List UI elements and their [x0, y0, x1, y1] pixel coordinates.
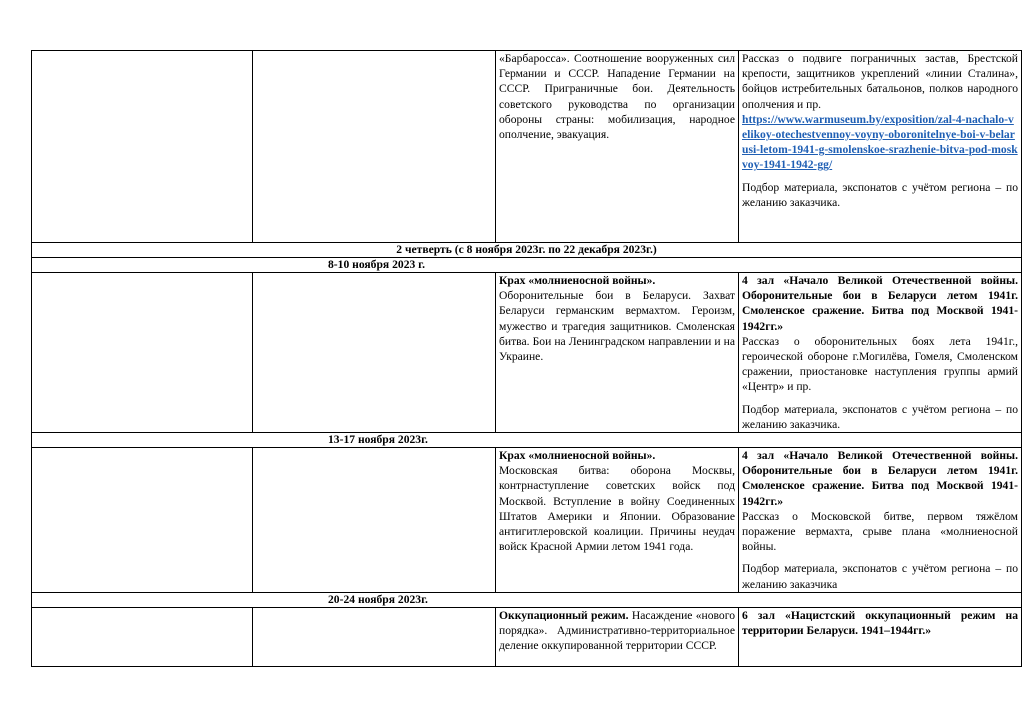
- museum-cell: [739, 607, 1022, 666]
- museum-cell: [739, 51, 1022, 243]
- museum-cell: [739, 273, 1022, 433]
- empty-cell: [253, 607, 496, 666]
- museum-story: Рассказ о подвиге пограничных застав, Брестской крепости, защитников укреплений «линии Сталина», бойцов истребительных батальонов, полков народного ополчения и пр.: [742, 52, 1018, 111]
- topic-cell: [496, 273, 739, 433]
- date-header: 13-17 ноября 2023г.: [32, 433, 1022, 448]
- date-row: [32, 592, 1022, 607]
- empty-cell: [253, 51, 496, 243]
- topic-title: Оккупационный режим.: [499, 608, 629, 622]
- hall-title: 4 зал «Начало Великой Отечественной войны. Оборонительные бои в Беларуси летом 1941г. Смоленское сражение. Битва под Москвой 1941-1942гг.»: [742, 274, 1018, 333]
- topic-text: Оборонительные бои в Беларуси. Захват Беларуси германским вермахтом. Героизм, мужество и трагедия защитников. Смоленская битва. Бои на Ленинградском направлении и на Украине.: [499, 289, 735, 364]
- museum-note: Подбор материала, экспонатов с учётом региона – по желанию заказчика.: [742, 180, 1018, 209]
- topic-title: Крах «молниеносной войны».: [499, 274, 656, 287]
- quarter-header: 2 четверть (с 8 ноября 2023г. по 22 декабря 2023г.): [32, 243, 1022, 258]
- hall-note: Подбор материала, экспонатов с учётом региона – по желанию заказчика: [742, 562, 1018, 591]
- topic-cell: [496, 448, 739, 593]
- empty-cell: [253, 448, 496, 593]
- hall-note: Подбор материала, экспонатов с учётом региона – по желанию заказчика.: [742, 402, 1018, 431]
- topic-text: Насаждение «нового порядка». Административно-территориальное деление оккупированной территории СССР.: [499, 608, 735, 653]
- topic-text: Московская битва: оборона Москвы, контрнаступление советских войск под Москвой. Вступление в войну Соединенных Штатов Америки и Японии. Образование антигитлеровской коалиции. Причины неудач войск Красной Армии летом 1941 года.: [499, 464, 735, 554]
- quarter-row: [32, 243, 1022, 258]
- empty-cell: [32, 448, 253, 593]
- empty-cell: [253, 273, 496, 433]
- topic-cell: [496, 607, 739, 666]
- curriculum-table: [31, 50, 1022, 667]
- date-row: [32, 433, 1022, 448]
- topic-paragraph: [499, 608, 735, 654]
- topic-text: «Барбаросса». Соотношение вооруженных сил Германии и СССР. Нападение Германии на СССР. Приграничные бои. Деятельность советского руководства по организации обороны страны: мобилизация, народное ополчение, эвакуация.: [499, 52, 735, 142]
- table-row: [32, 51, 1022, 243]
- topic-title: Крах «молниеносной войны».: [499, 449, 656, 463]
- date-row: [32, 258, 1022, 273]
- hall-title: 4 зал «Начало Великой Отечественной войны. Оборонительные бои в Беларуси летом 1941г. Смоленское сражение. Битва под Москвой 1941-1942гг.»: [742, 449, 1018, 508]
- table-row: [32, 273, 1022, 433]
- empty-cell: [32, 273, 253, 433]
- empty-cell: [32, 607, 253, 666]
- topic-cell: [496, 51, 739, 243]
- museum-link[interactable]: https://www.warmuseum.by/exposition/zal-4-nachalo-velikoy-otechestvennoy-voyny-oboronitelnye-boi-v-belarusi-letom-1941-g-smolenskoe-srazhenie-bitva-pod-moskvoy-1941-1942-gg/: [742, 112, 1018, 172]
- museum-cell: [739, 448, 1022, 593]
- date-header: 8-10 ноября 2023 г.: [32, 258, 1022, 273]
- table-row: [32, 607, 1022, 666]
- date-header: 20-24 ноября 2023г.: [32, 592, 1022, 607]
- hall-title: 6 зал «Нацистский оккупационный режим на территории Беларуси. 1941–1944гг.»: [742, 608, 1018, 638]
- table-row: [32, 448, 1022, 593]
- hall-story: Рассказ о Московской битве, первом тяжёлом поражение вермахта, срыве плана «молниеносной войны.: [742, 509, 1018, 554]
- empty-cell: [32, 51, 253, 243]
- hall-story: Рассказ о оборонительных боях лета 1941г., героической обороне г.Могилёва, Гомеля, Смоленском сражении, приостановке наступления группы армий «Центр» и пр.: [742, 334, 1018, 394]
